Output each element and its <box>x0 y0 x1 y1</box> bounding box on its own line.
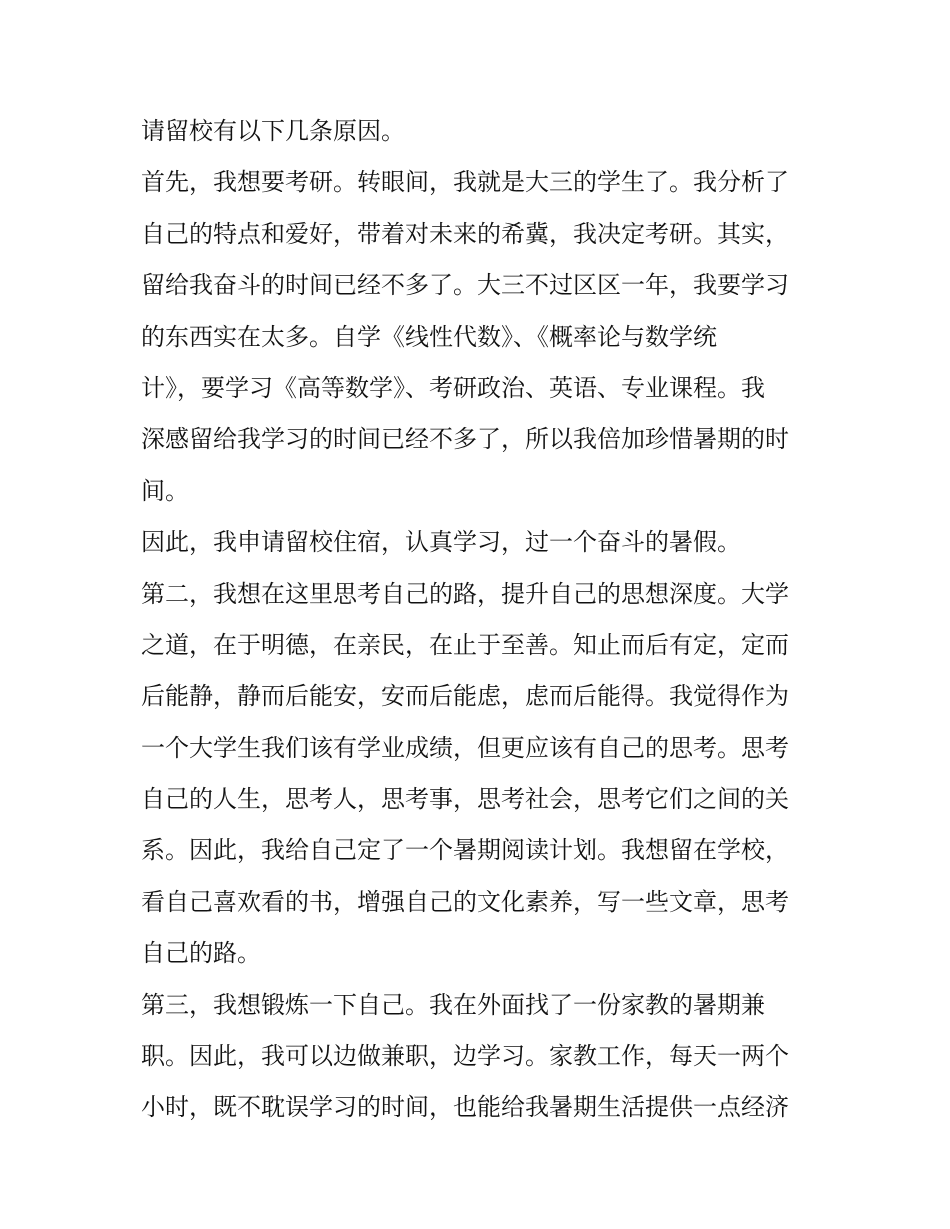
text-line: 之道，在于明德，在亲民，在止于至善。知止而后有定，定而 <box>141 630 789 659</box>
text-line: 自己的人生，思考人，思考事，思考社会，思考它们之间的关 <box>141 785 789 814</box>
text-line: 因此，我申请留校住宿，认真学习，过一个奋斗的暑假。 <box>141 528 741 557</box>
text-line: 后能静，静而后能安，安而后能虑，虑而后能得。我觉得作为 <box>141 682 789 711</box>
text-line: 首先，我想要考研。转眼间，我就是大三的学生了。我分析了 <box>141 168 789 197</box>
text-line: 间。 <box>141 476 189 505</box>
text-line: 计》，要学习《高等数学》、考研政治、英语、专业课程。我 <box>141 373 765 402</box>
text-line: 的东西实在太多。自学《线性代数》、《概率论与数学统 <box>141 322 717 351</box>
text-line: 职。因此，我可以边做兼职，边学习。家教工作，每天一两个 <box>141 1042 789 1071</box>
text-line: 请留校有以下几条原因。 <box>141 117 405 145</box>
text-line: 深感留给我学习的时间已经不多了，所以我倍加珍惜暑期的时 <box>141 425 789 454</box>
text-line: 系。因此，我给自己定了一个暑期阅读计划。我想留在学校， <box>141 836 789 865</box>
text-line: 小时，既不耽误学习的时间，也能给我暑期生活提供一点经济 <box>141 1093 789 1122</box>
document-body <box>141 106 831 1134</box>
text-line: 留给我奋斗的时间已经不多了。大三不过区区一年，我要学习 <box>141 271 789 300</box>
text-line: 第三，我想锻炼一下自己。我在外面找了一份家教的暑期兼 <box>141 990 765 1019</box>
text-line: 看自己喜欢看的书，增强自己的文化素养，写一些文章，思考 <box>141 887 789 916</box>
text-line: 第二，我想在这里思考自己的路，提升自己的思想深度。大学 <box>141 579 789 608</box>
text-line: 一个大学生我们该有学业成绩，但更应该有自己的思考。思考 <box>141 733 789 762</box>
text-line: 自己的特点和爱好，带着对未来的希冀，我决定考研。其实， <box>141 219 789 248</box>
text-line: 自己的路。 <box>141 939 261 968</box>
